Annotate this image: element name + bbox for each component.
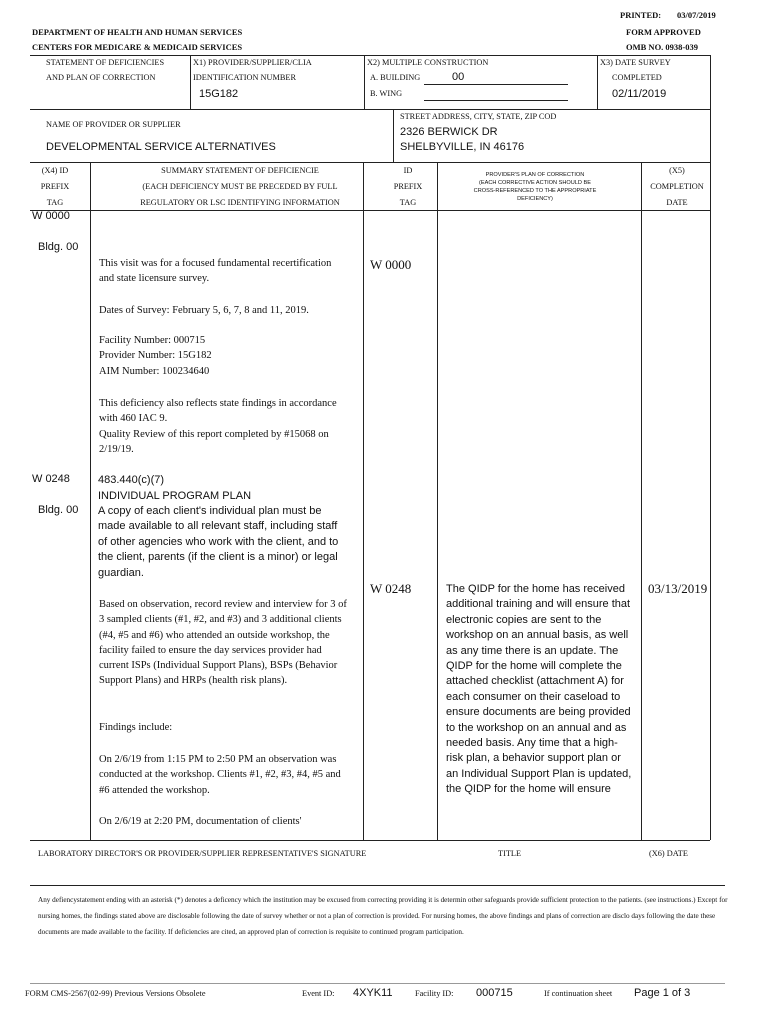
facility-id-value: 000715 — [476, 987, 513, 999]
row2-plan-text: The QIDP for the home has received additional training and will ensure that electronic copies are sent to the workshop on an annual basis, as well as any time there is an update. The QIDP for the home will complete the attached checklist (attachment A) for each consumer on their caseload to ensure documents are being provided to the workshop on an annual and as needed basis. Any time that a high-risk plan, a behavior support plan or an Individual Support Plan is updated, the QIDP for the home will ensure — [446, 583, 632, 796]
event-id-value: 4XYK11 — [353, 987, 393, 999]
x4-label-1: (X4) ID — [41, 166, 69, 175]
row2-regulation-text: A copy of each client's individual plan must be made available to all relevant staff, including staff of other agencies who work with the client, and to the client, parents (if the client is a minor) or legal guardian. — [98, 505, 339, 579]
row2-tag: W 0248 — [32, 473, 70, 485]
row2-summary-p3: On 2/6/19 from 1:15 PM to 2:50 PM an observation was conducted at the workshop. Clients #1, #2, #3, #4, #5 and #6 attended the workshop. — [99, 754, 341, 796]
row1-summary-p1: This visit was for a focused fundamental recertification and state licensure survey. — [99, 258, 332, 285]
row1-aim-number: AIM Number: 100234640 — [99, 366, 210, 377]
x5-label-2: COMPLETION — [650, 182, 704, 191]
row1-summary-p5: Quality Review of this report completed by #15068 on 2/19/19. — [99, 429, 329, 456]
x2-wing-label: B. WING — [370, 89, 403, 98]
continuation-label: If continuation sheet — [544, 989, 613, 998]
page-number: Page 1 of 3 — [634, 987, 691, 999]
summary-label-3: REGULATORY OR LSC IDENTIFYING INFORMATION — [140, 198, 340, 207]
facility-id-label: Facility ID: — [415, 989, 454, 998]
id-label-1: ID — [403, 166, 413, 175]
row2-id: W 0248 — [370, 581, 412, 596]
provider-id-value: 15G182 — [199, 88, 239, 100]
row2-regulation: 483.440(c)(7) — [98, 474, 165, 486]
row2-bldg: Bldg. 00 — [38, 504, 79, 516]
printed-date: 03/07/2019 — [677, 10, 716, 20]
event-id-label: Event ID: — [302, 989, 335, 998]
row2-summary-p2: Findings include: — [99, 722, 173, 733]
printed-label: PRINTED: — [620, 10, 662, 20]
x3-label-1: X3) DATE SURVEY — [600, 58, 671, 67]
id-label-3: TAG — [399, 198, 417, 207]
signature-date: (X6) DATE — [649, 849, 688, 858]
x5-label-3: DATE — [666, 198, 688, 207]
row2-completion-date: 03/13/2019 — [648, 581, 708, 596]
x1-label-1: X1) PROVIDER/SUPPLIER/CLIA — [193, 58, 312, 67]
address-line2: SHELBYVILLE, IN 46176 — [400, 141, 525, 153]
deficiency-notice: Any defiencystatement ending with an asterisk (*) denotes a deficency which the institution may be excused from correcting providing it is determin other safeguards provide sufficient protection to the patients. (see instructions.) Except for nursing homes, the findings stated above are disclosable following the date of survey whether or not a plan of correction is provided. For nursing homes, the above findings and plans of correction are disclo days following the date these documents are made available to the facility. If deficiencies are cited, an approved plan of correction is requisite to continued program participation. — [38, 896, 728, 936]
summary-label-1: SUMMARY STATEMENT OF DEFICIENCIE — [161, 166, 319, 175]
x4-label-2: PREFIX — [40, 182, 70, 191]
x1-label-2: IDENTIFICATION NUMBER — [193, 73, 297, 82]
address-line1: 2326 BERWICK DR — [400, 126, 498, 138]
row1-id: W 0000 — [370, 257, 412, 272]
provider-name-value: DEVELOPMENTAL SERVICE ALTERNATIVES — [46, 141, 276, 153]
signature-title: TITLE — [498, 849, 522, 858]
signature-label: LABORATORY DIRECTOR'S OR PROVIDER/SUPPLIER REPRESENTATIVE'S SIGNATURE — [38, 849, 367, 858]
x5-label-1: (X5) — [669, 166, 685, 175]
x2-building-label: A. BUILDING — [370, 73, 421, 82]
agency-line2: CENTERS FOR MEDICARE & MEDICAID SERVICES — [32, 42, 243, 52]
x4-label-3: TAG — [46, 198, 64, 207]
summary-label-2: (EACH DEFICIENCY MUST BE PRECEDED BY FULL — [142, 182, 338, 191]
plan-label-2: (EACH CORRECTIVE ACTION SHOULD BE — [479, 180, 591, 186]
plan-label-3: CROSS-REFERENCED TO THE APPROPRIATE — [473, 188, 597, 194]
x3-label-2: COMPLETED — [612, 73, 662, 82]
row2-summary-p1: Based on observation, record review and interview for 3 of 3 sampled clients (#1, #2, and #3) and 3 additional clients (#4, #5 and #6) who attended an outside workshop, the facility failed to ensure the day services provider had current ISPs (Individual Support Plans), BSPs (Behavior Support Plans) and HRPs (health risk plans). — [99, 599, 347, 687]
row1-facility-number: Facility Number: 000715 — [99, 335, 206, 346]
form-number: FORM CMS-2567(02-99) Previous Versions Obsolete — [25, 989, 206, 998]
row1-tag: W 0000 — [32, 210, 70, 222]
omb-number: OMB NO. 0938-039 — [626, 42, 699, 52]
row2-title: INDIVIDUAL PROGRAM PLAN — [98, 490, 252, 502]
row2-summary-p4: On 2/6/19 at 2:20 PM, documentation of clients' — [99, 816, 302, 827]
row1-provider-number: Provider Number: 15G182 — [99, 350, 212, 361]
form-approved: FORM APPROVED — [626, 27, 701, 37]
id-label-2: PREFIX — [393, 182, 423, 191]
row1-bldg: Bldg. 00 — [38, 241, 79, 253]
plan-label-1: PROVIDER'S PLAN OF CORRECTION — [485, 172, 585, 178]
statement-label-1: STATEMENT OF DEFICIENCIES — [46, 58, 165, 67]
provider-name-label: NAME OF PROVIDER OR SUPPLIER — [46, 120, 181, 129]
plan-label-4: DEFICIENCY) — [517, 196, 553, 202]
survey-date-value: 02/11/2019 — [612, 88, 667, 100]
statement-label-2: AND PLAN OF CORRECTION — [46, 73, 156, 82]
row1-summary-p2: Dates of Survey: February 5, 6, 7, 8 and 11, 2019. — [99, 305, 309, 316]
row1-summary-p4: This deficiency also reflects state findings in accordance with 460 IAC 9. — [99, 398, 337, 425]
agency-line1: DEPARTMENT OF HEALTH AND HUMAN SERVICES — [32, 27, 243, 37]
x2-label: X2) MULTIPLE CONSTRUCTION — [367, 58, 489, 67]
x2-building-value: 00 — [452, 71, 465, 83]
address-label: STREET ADDRESS, CITY, STATE, ZIP COD — [400, 112, 557, 121]
